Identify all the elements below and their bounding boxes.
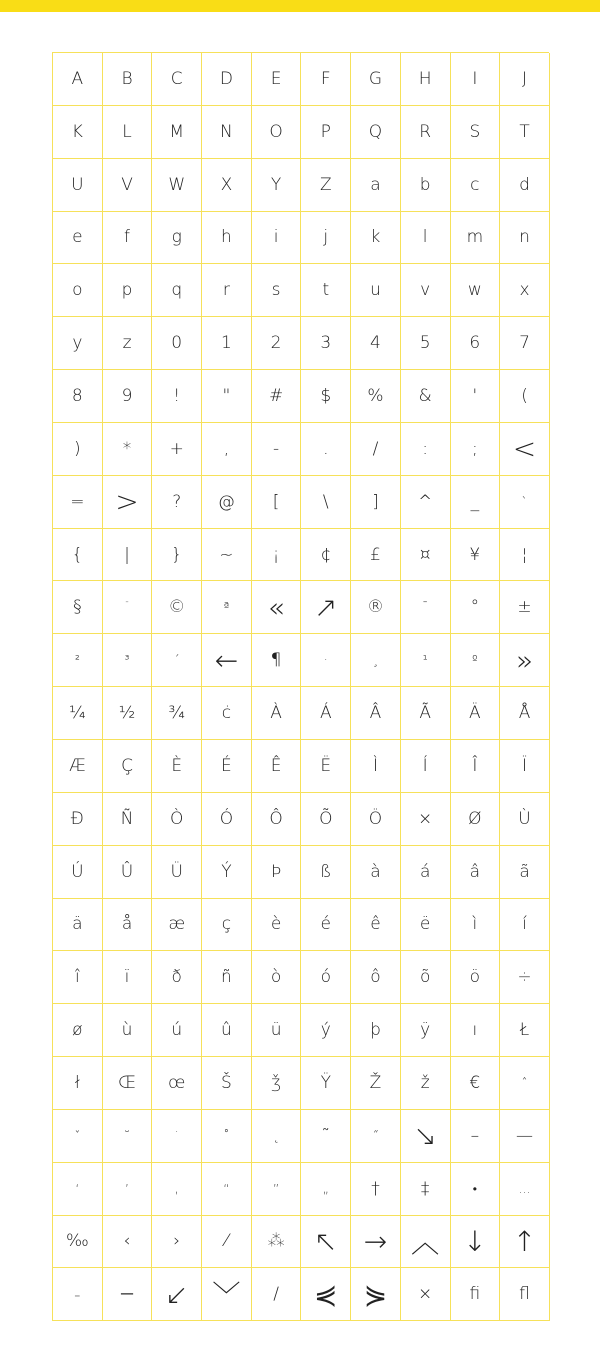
glyph-cell: © <box>152 581 202 634</box>
glyph-cell: Ÿ <box>301 1057 351 1110</box>
glyph-cell: g <box>152 212 202 265</box>
glyph-cell: O <box>252 106 302 159</box>
glyph-cell: É <box>202 740 252 793</box>
glyph-cell: Ù <box>500 793 550 846</box>
glyph-cell: c <box>451 159 501 212</box>
glyph-cell: ¹ <box>401 634 451 687</box>
glyph-cell: ´ <box>152 634 202 687</box>
glyph-cell: E <box>252 53 302 106</box>
glyph-cell: ¢ <box>301 529 351 582</box>
glyph-cell: ê <box>351 899 401 952</box>
glyph-cell: ž <box>401 1057 451 1110</box>
glyph-cell: o <box>53 264 103 317</box>
glyph-cell: F <box>301 53 351 106</box>
glyph-cell: 3 <box>301 317 351 370</box>
glyph-cell: Ú <box>53 846 103 899</box>
glyph-cell: u <box>351 264 401 317</box>
glyph-cell: → <box>351 1216 401 1269</box>
glyph-cell: k <box>351 212 401 265</box>
glyph-cell: ¯ <box>401 581 451 634</box>
glyph-cell: / <box>351 423 401 476</box>
glyph-cell: D <box>202 53 252 106</box>
glyph-cell: Ò <box>152 793 202 846</box>
glyph-cell: b <box>401 159 451 212</box>
glyph-cell: È <box>152 740 202 793</box>
glyph-cell: ˆ <box>500 1057 550 1110</box>
glyph-cell: ß <box>301 846 351 899</box>
glyph-cell: 2 <box>252 317 302 370</box>
glyph-cell: £ <box>351 529 401 582</box>
glyph-cell: l <box>401 212 451 265</box>
glyph-cell: Ê <box>252 740 302 793</box>
glyph-cell: ﬁ <box>451 1268 501 1321</box>
glyph-cell: ó <box>301 951 351 1004</box>
glyph-cell: Ž <box>351 1057 401 1110</box>
glyph-cell: ñ <box>202 951 252 1004</box>
glyph-cell: § <box>53 581 103 634</box>
glyph-cell: ↓ <box>451 1216 501 1269</box>
glyph-cell: ] <box>351 476 401 529</box>
glyph-cell: a <box>351 159 401 212</box>
glyph-cell: Æ <box>53 740 103 793</box>
glyph-cell: } <box>152 529 202 582</box>
glyph-cell: S <box>451 106 501 159</box>
glyph-cell: , <box>202 423 252 476</box>
glyph-cell: ¡ <box>252 529 302 582</box>
glyph-cell: ˛ <box>252 1110 302 1163</box>
glyph-cell: H <box>401 53 451 106</box>
glyph-cell: N <box>202 106 252 159</box>
glyph-cell: ł <box>53 1057 103 1110</box>
glyph-cell: ‚ <box>152 1163 202 1216</box>
top-accent-bar <box>0 0 600 12</box>
glyph-cell: | <box>103 529 153 582</box>
glyph-cell: ⋞ <box>301 1268 351 1321</box>
glyph-cell: — <box>500 1110 550 1163</box>
glyph-cell: w <box>451 264 501 317</box>
glyph-cell: 6 <box>451 317 501 370</box>
glyph-cell: & <box>401 370 451 423</box>
glyph-cell: ° <box>451 581 501 634</box>
glyph-cell: Õ <box>301 793 351 846</box>
glyph-cell: r <box>202 264 252 317</box>
glyph-cell: ︿ <box>401 1216 451 1269</box>
glyph-cell: d <box>500 159 550 212</box>
glyph-cell: ﹀ <box>202 1268 252 1321</box>
glyph-cell: ‹ <box>103 1216 153 1269</box>
glyph-cell: ( <box>500 370 550 423</box>
glyph-cell: à <box>351 846 401 899</box>
glyph-cell: " <box>202 370 252 423</box>
glyph-cell: $ <box>301 370 351 423</box>
glyph-cell: Š <box>202 1057 252 1110</box>
glyph-cell: \ <box>301 476 351 529</box>
glyph-cell: ò <box>252 951 302 1004</box>
glyph-cell: e <box>53 212 103 265</box>
glyph-cell: p <box>103 264 153 317</box>
glyph-cell: K <box>53 106 103 159</box>
glyph-cell: Î <box>451 740 501 793</box>
glyph-cell: Þ <box>252 846 302 899</box>
glyph-cell: õ <box>401 951 451 1004</box>
glyph-cell: s <box>252 264 302 317</box>
glyph-cell: Û <box>103 846 153 899</box>
glyph-cell: Ô <box>252 793 302 846</box>
glyph-cell: v <box>401 264 451 317</box>
glyph-cell: { <box>53 529 103 582</box>
glyph-cell: Y <box>252 159 302 212</box>
glyph-cell: ‡ <box>401 1163 451 1216</box>
glyph-cell: J <box>500 53 550 106</box>
glyph-cell: Å <box>500 687 550 740</box>
glyph-cell: ^ <box>401 476 451 529</box>
glyph-cell: 5 <box>401 317 451 370</box>
glyph-cell: V <box>103 159 153 212</box>
glyph-cell: Á <box>301 687 351 740</box>
glyph-cell: – <box>451 1110 501 1163</box>
glyph-cell: ─ <box>103 1268 153 1321</box>
glyph-cell: ! <box>152 370 202 423</box>
glyph-cell: ø <box>53 1004 103 1057</box>
glyph-cell: ‘ <box>53 1163 103 1216</box>
glyph-cell: 1 <box>202 317 252 370</box>
glyph-cell: * <box>103 423 153 476</box>
glyph-cell: ç <box>202 899 252 952</box>
glyph-cell: ¸ <box>351 634 401 687</box>
glyph-cell: ¨ <box>103 581 153 634</box>
glyph-cell: ÷ <box>500 951 550 1004</box>
glyph-cell: % <box>351 370 401 423</box>
glyph-cell: á <box>401 846 451 899</box>
glyph-cell: ¦ <box>500 529 550 582</box>
glyph-cell: ¶ <box>252 634 302 687</box>
glyph-cell: ċ <box>202 687 252 740</box>
glyph-cell: À <box>252 687 302 740</box>
glyph-cell: … <box>500 1163 550 1216</box>
glyph-cell: ) <box>53 423 103 476</box>
glyph-cell: f <box>103 212 153 265</box>
glyph-cell: ã <box>500 846 550 899</box>
glyph-cell: ª <box>202 581 252 634</box>
glyph-cell: ∕ <box>252 1268 302 1321</box>
glyph-cell: q <box>152 264 202 317</box>
glyph-cell: ˙ <box>152 1110 202 1163</box>
glyph-cell: û <box>202 1004 252 1057</box>
glyph-cell: › <box>152 1216 202 1269</box>
glyph-cell: ˇ <box>53 1110 103 1163</box>
glyph-cell: ⁂ <box>252 1216 302 1269</box>
glyph-cell: X <box>202 159 252 212</box>
glyph-cell: z <box>103 317 153 370</box>
glyph-cell: ǯ <box>252 1057 302 1110</box>
glyph-cell: ä <box>53 899 103 952</box>
glyph-cell: æ <box>152 899 202 952</box>
glyph-cell: ı <box>451 1004 501 1057</box>
glyph-cell: # <box>252 370 302 423</box>
glyph-cell: Â <box>351 687 401 740</box>
glyph-cell: G <box>351 53 401 106</box>
glyph-cell: Ł <box>500 1004 550 1057</box>
glyph-cell: ù <box>103 1004 153 1057</box>
glyph-cell: î <box>53 951 103 1004</box>
glyph-cell: @ <box>202 476 252 529</box>
glyph-cell: ↖ <box>301 1216 351 1269</box>
glyph-cell: = <box>53 476 103 529</box>
glyph-cell: ï <box>103 951 153 1004</box>
glyph-cell: º <box>451 634 501 687</box>
glyph-cell: ↘ <box>401 1110 451 1163</box>
glyph-cell: C <box>152 53 202 106</box>
glyph-cell: ë <box>401 899 451 952</box>
glyph-cell: j <box>301 212 351 265</box>
glyph-cell: + <box>152 423 202 476</box>
glyph-cell: ú <box>152 1004 202 1057</box>
glyph-cell: “ <box>202 1163 252 1216</box>
glyph-cell: Ì <box>351 740 401 793</box>
glyph-cell: T <box>500 106 550 159</box>
glyph-cell: „ <box>301 1163 351 1216</box>
glyph-cell: Ý <box>202 846 252 899</box>
glyph-cell: † <box>351 1163 401 1216</box>
glyph-cell: M <box>152 106 202 159</box>
glyph-cell: Ç <box>103 740 153 793</box>
glyph-cell: ’ <box>103 1163 153 1216</box>
glyph-cell: i <box>252 212 302 265</box>
glyph-cell: < <box>500 423 550 476</box>
glyph-cell: € <box>451 1057 501 1110</box>
glyph-cell: Ó <box>202 793 252 846</box>
glyph-cell: y <box>53 317 103 370</box>
glyph-cell: ± <box>500 581 550 634</box>
glyph-cell: ü <box>252 1004 302 1057</box>
glyph-cell: P <box>301 106 351 159</box>
glyph-cell: • <box>451 1163 501 1216</box>
glyph-cell: L <box>103 106 153 159</box>
glyph-cell: ` <box>500 476 550 529</box>
glyph-cell: ₋ <box>53 1268 103 1321</box>
glyph-cell: ~ <box>202 529 252 582</box>
glyph-cell: ↗ <box>301 581 351 634</box>
glyph-cell: 9 <box>103 370 153 423</box>
glyph-cell: ý <box>301 1004 351 1057</box>
glyph-cell: Z <box>301 159 351 212</box>
glyph-cell: B <box>103 53 153 106</box>
glyph-cell: Í <box>401 740 451 793</box>
glyph-cell: ³ <box>103 634 153 687</box>
glyph-cell: ² <box>53 634 103 687</box>
glyph-cell: ÿ <box>401 1004 451 1057</box>
glyph-cell: 8 <box>53 370 103 423</box>
glyph-cell: í <box>500 899 550 952</box>
glyph-cell: Ã <box>401 687 451 740</box>
glyph-cell: × <box>401 793 451 846</box>
glyph-cell: U <box>53 159 103 212</box>
glyph-cell: é <box>301 899 351 952</box>
glyph-cell: × <box>401 1268 451 1321</box>
glyph-cell: ˝ <box>351 1110 401 1163</box>
glyph-cell: Ï <box>500 740 550 793</box>
glyph-cell: ⋟ <box>351 1268 401 1321</box>
glyph-cell: ¾ <box>152 687 202 740</box>
glyph-cell: Ö <box>351 793 401 846</box>
glyph-cell: ” <box>252 1163 302 1216</box>
glyph-cell: · <box>301 634 351 687</box>
glyph-cell: A <box>53 53 103 106</box>
glyph-cell: ↙ <box>152 1268 202 1321</box>
glyph-cell: â <box>451 846 501 899</box>
glyph-cell: ˜ <box>301 1110 351 1163</box>
glyph-cell: ð <box>152 951 202 1004</box>
glyph-cell: ¼ <box>53 687 103 740</box>
glyph-cell: å <box>103 899 153 952</box>
glyph-cell: ¥ <box>451 529 501 582</box>
glyph-cell: : <box>401 423 451 476</box>
glyph-cell: ? <box>152 476 202 529</box>
glyph-cell: t <box>301 264 351 317</box>
glyph-cell: ' <box>451 370 501 423</box>
glyph-grid <box>52 52 549 1321</box>
glyph-cell: þ <box>351 1004 401 1057</box>
glyph-cell: x <box>500 264 550 317</box>
glyph-cell: ö <box>451 951 501 1004</box>
glyph-cell: Ä <box>451 687 501 740</box>
glyph-cell: ; <box>451 423 501 476</box>
glyph-cell: ô <box>351 951 401 1004</box>
glyph-cell: 7 <box>500 317 550 370</box>
glyph-cell: Œ <box>103 1057 153 1110</box>
glyph-cell: ↑ <box>500 1216 550 1269</box>
glyph-cell: 0 <box>152 317 202 370</box>
glyph-cell: œ <box>152 1057 202 1110</box>
glyph-cell: ← <box>202 634 252 687</box>
glyph-cell: Ñ <box>103 793 153 846</box>
glyph-cell: ﬂ <box>500 1268 550 1321</box>
glyph-cell: m <box>451 212 501 265</box>
glyph-cell: [ <box>252 476 302 529</box>
glyph-cell: - <box>252 423 302 476</box>
glyph-cell: W <box>152 159 202 212</box>
glyph-cell: ½ <box>103 687 153 740</box>
glyph-cell: _ <box>451 476 501 529</box>
glyph-cell: h <box>202 212 252 265</box>
glyph-cell: ¤ <box>401 529 451 582</box>
glyph-cell: Ü <box>152 846 202 899</box>
glyph-cell: 4 <box>351 317 401 370</box>
glyph-cell: ⁄ <box>202 1216 252 1269</box>
glyph-cell: Ë <box>301 740 351 793</box>
glyph-cell: ® <box>351 581 401 634</box>
glyph-cell: ‰ <box>53 1216 103 1269</box>
glyph-cell: Đ <box>53 793 103 846</box>
glyph-cell: > <box>103 476 153 529</box>
glyph-cell: ì <box>451 899 501 952</box>
glyph-cell: ˚ <box>202 1110 252 1163</box>
glyph-cell: « <box>252 581 302 634</box>
glyph-cell: Ø <box>451 793 501 846</box>
glyph-cell: . <box>301 423 351 476</box>
glyph-cell: ˘ <box>103 1110 153 1163</box>
glyph-cell: R <box>401 106 451 159</box>
glyph-cell: I <box>451 53 501 106</box>
glyph-cell: n <box>500 212 550 265</box>
glyph-cell: » <box>500 634 550 687</box>
glyph-cell: Q <box>351 106 401 159</box>
glyph-cell: è <box>252 899 302 952</box>
